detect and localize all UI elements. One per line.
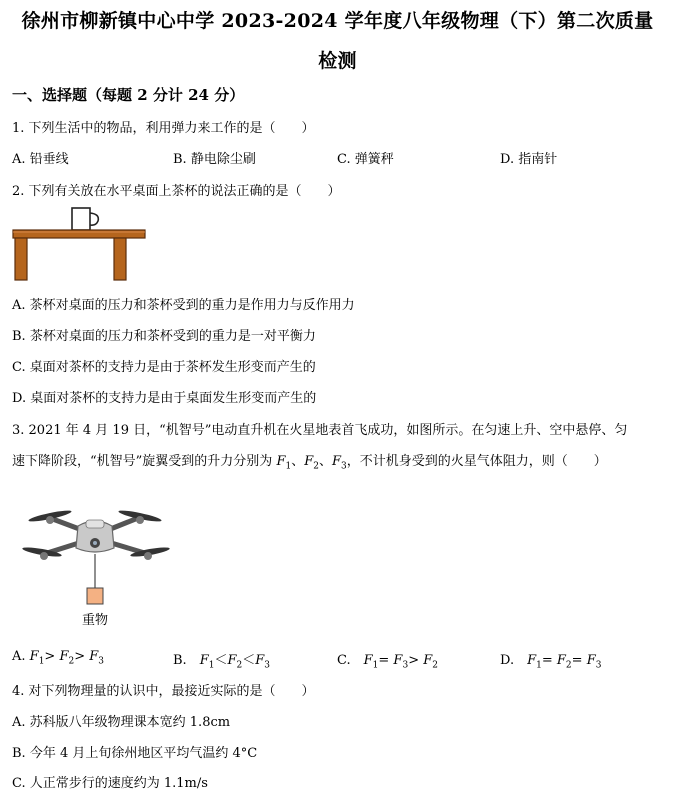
q4-stem: 4. 对下列物理量的认识中，最接近实际的是（ ） — [12, 684, 315, 699]
q3-option-c: C. $F_1= F_3> F_2$ — [337, 653, 438, 671]
doc-title-line1: 徐州市柳新镇中心中学 2023-2024 学年度八年级物理（下）第二次质量 — [21, 10, 654, 32]
q3-option-a: A. $F_1> F_2> F_3$ — [12, 649, 105, 667]
q4-option-b: B. 今年 4 月上旬徐州地区平均气温约 4°C — [12, 746, 258, 761]
q3-option-d: D. $F_1= F_2= F_3$ — [500, 653, 602, 671]
drone-figure — [20, 496, 170, 608]
section-heading: 一、选择题（每题 2 分计 24 分） — [12, 86, 245, 104]
q1-option-c: C. 弹簧秤 — [337, 152, 394, 167]
q1-stem: 1. 下列生活中的物品，利用弹力来工作的是（ ） — [12, 121, 315, 136]
q2-option-c: C. 桌面对茶杯的支持力是由于茶杯发生形变而产生的 — [12, 360, 316, 375]
q4-option-c: C. 人正常步行的速度约为 1.1m/s — [12, 776, 208, 791]
q4-option-a: A. 苏科版八年级物理课本宽约 1.8cm — [12, 715, 231, 730]
drone-icon — [22, 508, 170, 560]
q2-stem: 2. 下列有关放在水平桌面上茶杯的说法正确的是（ ） — [12, 184, 341, 199]
q3-stem-line2: 速下降阶段，“机智号”旋翼受到的升力分别为 $F_1$、$F_2$、$F_3$，不计机身受到的火星气体阻力，则（ ） — [12, 454, 607, 472]
doc-title-line2: 检测 — [318, 50, 357, 72]
q2-option-b: B. 茶杯对桌面的压力和茶杯受到的重力是一对平衡力 — [12, 329, 316, 344]
q1-option-a: A. 铅垂线 — [12, 152, 69, 167]
q2-option-d: D. 桌面对茶杯的支持力是由于桌面发生形变而产生的 — [12, 391, 317, 406]
weight-icon — [87, 554, 103, 604]
weight-label: 重物 — [82, 613, 109, 628]
table-icon — [13, 230, 145, 280]
q1-option-d: D. 指南针 — [500, 152, 558, 167]
q2-option-a: A. 茶杯对桌面的压力和茶杯受到的重力是作用力与反作用力 — [12, 298, 355, 313]
q3-stem-line1: 3. 2021 年 4 月 19 日，“机智号”电动直升机在火星地表首飞成功，如图所示。在匀速上升、空中悬停、匀 — [12, 423, 628, 438]
q3-option-b: B. $F_1<F_2<F_3$ — [173, 653, 271, 671]
q1-option-b: B. 静电除尘刷 — [173, 152, 256, 167]
table-cup-figure — [12, 204, 148, 284]
cup-icon — [72, 208, 98, 230]
